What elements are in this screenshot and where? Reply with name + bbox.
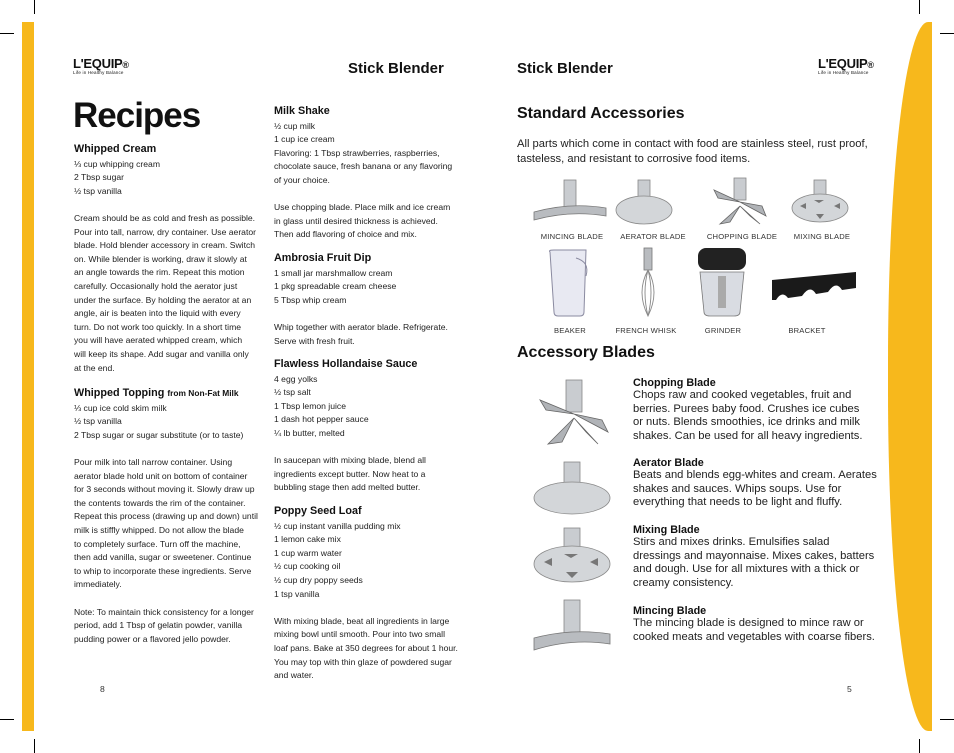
label-mixing-blade: MIXING BLADE (793, 232, 851, 241)
direction-line: turn. Do not work too quickly. In a short time (74, 321, 242, 332)
label-aerator-blade: AERATOR BLADE (620, 232, 686, 241)
ingredient: 1 small jar marshmallow cream (274, 267, 393, 278)
direction-line: Then add flavoring of choice and mix. (274, 229, 417, 240)
blade-aerator (633, 457, 885, 510)
direction-line: Repeat this process (drawing up and down) until (74, 511, 258, 522)
blade-mixing (633, 524, 885, 590)
direction-line: for 3 seconds without moving it. Slowly draw up (74, 484, 255, 495)
direction-line: then add vanilla, sugar or sweetener. Continue (74, 552, 252, 563)
note-line: Note: To maintain thick consistency for a longer (74, 606, 254, 617)
mincing-blade-image (530, 178, 610, 228)
text-line: Stirs and mixes drinks. Emulsifies salad (633, 536, 830, 548)
direction-line: the contents towards the rim of the container. (74, 497, 246, 508)
recipe-title: Whipped Topping (74, 387, 165, 400)
left-yellow-band (22, 22, 34, 731)
aerator-blade-photo (532, 460, 612, 516)
blade-text (633, 469, 885, 510)
recipe-milk-shake (274, 105, 474, 242)
ingredient: 1 lemon cake mix (274, 534, 341, 545)
text-line: Beats and blends egg-whites and cream. Aerates (633, 469, 877, 481)
ingredient: ½ cup dry poppy seeds (274, 575, 363, 585)
blade-text (633, 617, 885, 644)
ingredient: 1 cup ice cream (274, 134, 335, 145)
text-line: creamy consistency. (633, 576, 734, 589)
blade-title: Mixing Blade (633, 524, 700, 536)
direction-line: bubbling stage then add melted butter. (274, 482, 421, 493)
direction-line: milk is stiffly whipped. Do not allow the blade (74, 525, 244, 536)
blade-title: Aerator Blade (633, 457, 704, 469)
text-line: shakes and sauces. Whips soups. Use for (633, 482, 842, 495)
right-page-header: Stick Blender (517, 60, 613, 77)
ingredient: 1 cup warm water (274, 547, 342, 558)
mixing-blade-image (790, 178, 850, 228)
brand-logo-left (73, 56, 129, 75)
direction-line: mixing bowl until smooth. Pour into two small (274, 629, 445, 640)
direction-line: In saucepan with mixing blade, blend all (274, 455, 426, 466)
ingredient: ¼ lb butter, melted (274, 428, 345, 439)
recipe-ambrosia (274, 252, 474, 348)
direction-line: an angle towards the rim. Repeat this motion (74, 267, 245, 278)
registered-icon: ® (122, 60, 129, 70)
blade-mincing (633, 605, 885, 644)
brand-name: L'EQUIP (73, 56, 123, 71)
grinder-image (694, 246, 750, 318)
label-french-whisk: FRENCH WHISK (615, 326, 677, 335)
ingredient: 4 egg yolks (274, 373, 318, 384)
french-whisk-image (636, 246, 660, 318)
aerator-blade-image (614, 178, 674, 228)
direction-line: Pour into tall, narrow, dry container. Use aerator (74, 226, 256, 237)
brand-name: L'EQUIP (818, 56, 868, 71)
page-number-left: 8 (100, 684, 105, 694)
text-line: and dough. Use for all mixtures with a thick or (633, 563, 860, 576)
ingredient: ½ cup cooking oil (274, 561, 341, 572)
ingredient: 2 Tbsp sugar or sugar substitute (or to taste) (74, 429, 244, 440)
right-yellow-band (888, 22, 932, 731)
direction-line: Use chopping blade. Place milk and ice cream (274, 202, 451, 213)
direction-line: blade. Hold blender accessory in cream. Switch (74, 240, 256, 251)
ingredient: 1 tsp vanilla (274, 588, 320, 599)
blade-title: Mincing Blade (633, 605, 707, 617)
left-page-header: Stick Blender (348, 60, 444, 77)
recipe-column-left (74, 143, 274, 646)
text-line: The mincing blade is designed to mince raw or (633, 617, 864, 629)
chopping-blade-image (710, 176, 770, 228)
mincing-blade-photo (530, 598, 614, 660)
brand-tagline: Life in Healthy Balance (73, 70, 124, 75)
ingredient: ½ cup instant vanilla pudding mix (274, 520, 401, 531)
note-line: period, add 1 Tbsp of gelatin powder, vanilla (74, 620, 243, 631)
ingredient: 1 Tbsp lemon juice (274, 400, 346, 411)
direction-line: you will have aerated whipped cream, which (74, 335, 243, 346)
text-line: or nuts. Blends smoothies, ice drinks and milk (633, 416, 860, 429)
direction-line: With mixing blade, beat all ingredients in large (274, 615, 450, 626)
direction-line: on. While blender is working, draw it slowly at (74, 253, 247, 264)
direction-line: ingredients except butter. Now heat to a (274, 468, 426, 479)
label-chopping-blade: CHOPPING BLADE (706, 232, 778, 241)
direction-line: You may top with thin glaze of powdered sugar (274, 656, 452, 667)
recipe-title: Poppy Seed Loaf (274, 505, 362, 518)
recipe-title: Ambrosia Fruit Dip (274, 251, 372, 264)
text-line: everything that needs to be light and fluffy. (633, 496, 843, 509)
text-line: shakes. Can be used for all heavy ingredients. (633, 429, 863, 442)
ingredient: 1 pkg spreadable cream cheese (274, 281, 397, 292)
ingredient: ½ cup milk (274, 120, 316, 131)
direction-line: and water. (274, 670, 314, 681)
text-line: dressings and mayonnaise. Mixes cakes, batters (633, 549, 875, 562)
direction-line: under the surface. By holding the aerator at an (74, 294, 252, 305)
ingredient: ½ tsp vanilla (74, 185, 122, 196)
recipe-poppy-seed (274, 505, 474, 683)
label-mincing-blade: MINCING BLADE (540, 232, 604, 241)
blade-text (633, 389, 885, 443)
ingredient: ½ tsp vanilla (74, 416, 122, 427)
brand-logo-right (818, 56, 874, 75)
direction-line: at the end. (74, 362, 115, 373)
standard-accessories-title: Standard Accessories (517, 105, 685, 122)
recipe-whipped-cream (74, 143, 274, 375)
ingredient: 1 dash hot pepper sauce (274, 414, 369, 425)
mixing-blade-photo (532, 526, 612, 586)
direction-line: Whip together with aerator blade. Refrigerate. (274, 321, 448, 332)
direction-line: aerator blade hold unit on bottom of container (74, 470, 248, 481)
direction-line: Pour milk into tall narrow container. Using (74, 457, 233, 468)
ingredient: ⅓ cup whipping cream (74, 158, 160, 169)
direction-line: to completely surface. Turn off the machine, (74, 538, 241, 549)
accessories-intro: All parts which come in contact with food are stainless steel, rust proof, tasteless, and resistant to corrosive food items. (517, 138, 868, 165)
blade-title: Chopping Blade (633, 377, 716, 389)
ingredient: Flavoring: 1 Tbsp strawberries, raspberries, (274, 147, 440, 158)
direction-line: to whip to incorporate these ingredients. Serve (74, 565, 252, 576)
recipe-whipped-topping (74, 387, 274, 646)
accessory-blades-title: Accessory Blades (517, 344, 655, 361)
text-line: Chops raw and cooked vegetables, fruit and (633, 389, 852, 401)
page-title: Recipes (73, 96, 201, 135)
note-line: pudding power or a flavored jello powder. (74, 633, 231, 644)
page-number-right: 5 (847, 684, 852, 694)
recipe-subtitle: from Non-Fat Milk (167, 388, 239, 399)
label-grinder: GRINDER (704, 326, 742, 335)
recipe-title: Flawless Hollandaise Sauce (274, 358, 418, 371)
recipe-hollandaise (274, 358, 474, 495)
direction-line: angle, air is beaten into the liquid with every (74, 308, 241, 319)
ingredient: 5 Tbsp whip cream (274, 294, 347, 305)
ingredient: ½ tsp salt (274, 387, 311, 398)
recipe-title: Milk Shake (274, 105, 330, 117)
brand-tagline: Life in Healthy Balance (818, 70, 869, 75)
blade-text (633, 536, 885, 590)
ingredient: 2 Tbsp sugar (74, 172, 125, 183)
registered-icon: ® (867, 60, 874, 70)
direction-line: Cream should be as cold and fresh as possible. (74, 212, 256, 223)
text-line: cooked meats and vegetables with coarse fibers. (633, 630, 875, 643)
direction-line: in glass until desired thickness is achieved. (274, 215, 438, 226)
ingredient: chocolate sauce, fresh banana or any flavoring (274, 161, 453, 172)
ingredient: of your choice. (274, 174, 330, 185)
bracket-image (770, 270, 858, 306)
label-beaker: BEAKER (553, 326, 586, 335)
blade-chopping (633, 377, 885, 443)
direction-line: immediately. (74, 579, 122, 590)
direction-line: carefully. Occasionally hold the aerator just (74, 280, 238, 291)
ingredient: ⅓ cup ice cold skim milk (74, 402, 167, 413)
text-line: berries. Purees baby food. Crushes ice cubes (633, 402, 860, 415)
recipe-column-middle (274, 105, 474, 683)
chopping-blade-photo (536, 378, 612, 448)
direction-line: will keep its shape. Add sugar and vanilla only (74, 348, 249, 359)
direction-line: loaf pans. Bake at 350 degrees for about 1 hour. (274, 642, 458, 653)
recipe-title: Whipped Cream (74, 143, 157, 155)
direction-line: Serve with fresh fruit. (274, 335, 355, 346)
beaker-image (546, 248, 592, 318)
label-bracket: BRACKET (788, 326, 826, 335)
